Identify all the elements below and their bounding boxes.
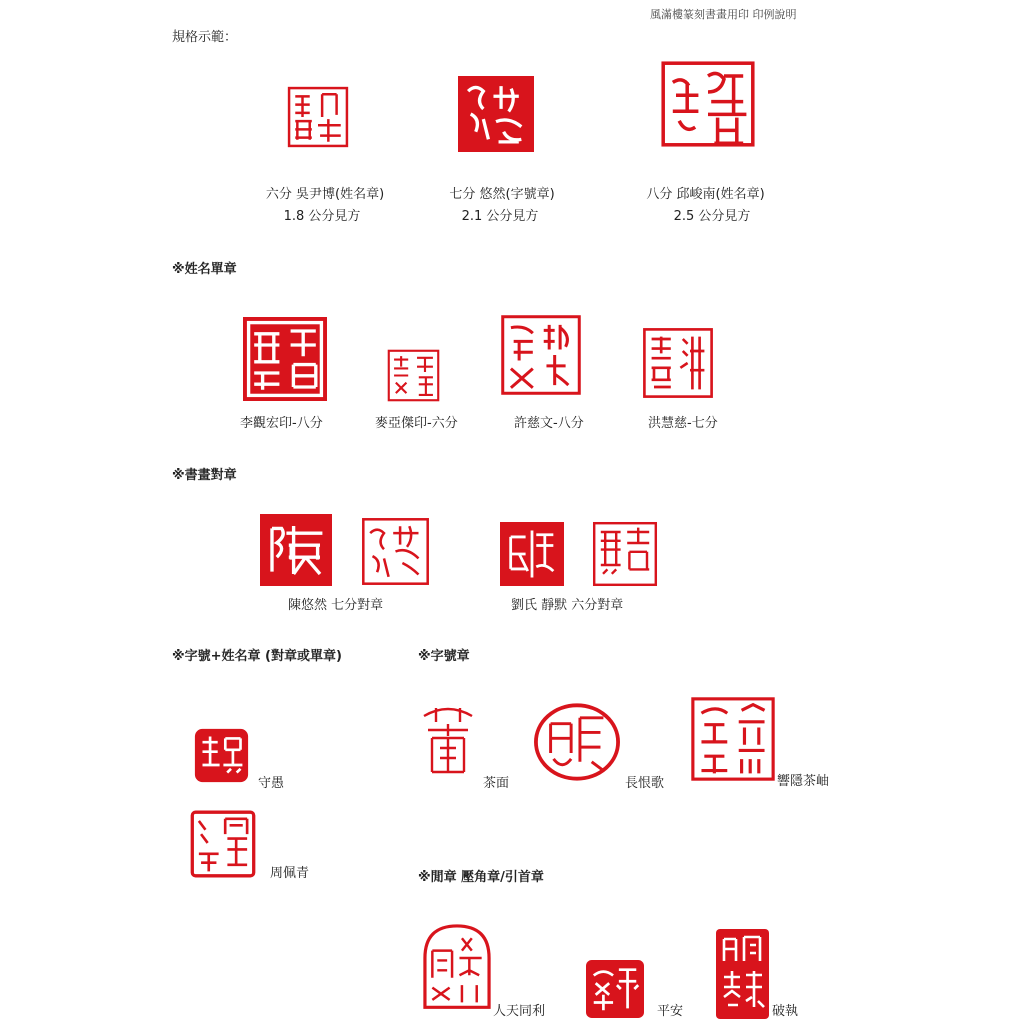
leisure-caption-2: 平安 bbox=[657, 1004, 684, 1019]
single-name-heading: ※姓名單章 bbox=[172, 262, 237, 277]
seal-mai-yajie bbox=[387, 349, 440, 402]
seal-liu-shi bbox=[500, 522, 564, 586]
spec-caption-3: 八分 邱峻南(姓名章) bbox=[646, 187, 765, 202]
spec-size-3: 2.5 公分見方 bbox=[673, 209, 751, 224]
seal-youran-pair bbox=[361, 517, 430, 586]
seal-chen bbox=[260, 514, 332, 586]
style-caption-2: 長恨歌 bbox=[625, 776, 665, 791]
seal-youran bbox=[458, 76, 534, 152]
style-heading: ※字號章 bbox=[418, 649, 470, 664]
seal-xiangyin-chaxiu bbox=[690, 696, 776, 782]
seal-wu-yinbo bbox=[287, 86, 349, 148]
leisure-heading: ※閒章 壓角章/引首章 bbox=[418, 870, 544, 885]
seal-chamian bbox=[418, 702, 478, 777]
seal-changhenge bbox=[533, 703, 621, 781]
single-caption-3: 許慈文-八分 bbox=[514, 416, 584, 431]
page-header-title: 風滿樓篆刻書畫用印 印例說明 bbox=[650, 8, 797, 21]
style-name-caption-1: 守愚 bbox=[258, 776, 285, 791]
seal-qiu-junnan bbox=[660, 60, 756, 148]
style-name-caption-2: 周佩青 bbox=[270, 866, 310, 881]
seal-hong-huici bbox=[642, 327, 714, 399]
pair-caption-1: 陳悠然 七分對章 bbox=[288, 598, 384, 613]
leisure-caption-3: 破執 bbox=[772, 1004, 799, 1019]
spec-caption-1: 六分 吳尹博(姓名章) bbox=[265, 187, 385, 202]
spec-heading: 規格示範： bbox=[172, 30, 238, 45]
pair-heading: ※書畫對章 bbox=[172, 468, 237, 483]
spec-size-1: 1.8 公分見方 bbox=[283, 209, 361, 224]
single-caption-1: 李觀宏印-八分 bbox=[240, 416, 323, 431]
seal-zhou-peiqing bbox=[190, 810, 256, 878]
single-caption-2: 麥亞傑印-六分 bbox=[375, 416, 458, 431]
seal-pozhi bbox=[716, 929, 769, 1019]
style-name-heading: ※字號+姓名章 (對章或單章) bbox=[172, 649, 342, 664]
spec-caption-2: 七分 悠然(字號章) bbox=[449, 187, 555, 202]
seal-jingmo bbox=[592, 521, 658, 587]
seal-shouyu bbox=[193, 727, 250, 784]
leisure-caption-1: 人天同利 bbox=[493, 1004, 546, 1019]
single-caption-4: 洪慧慈-七分 bbox=[648, 416, 718, 431]
seal-rentian-tongli bbox=[420, 921, 494, 1011]
pair-caption-2: 劉氏 靜默 六分對章 bbox=[511, 598, 624, 613]
style-caption-1: 茶面 bbox=[483, 776, 510, 791]
seal-li-guanhong bbox=[243, 317, 327, 401]
spec-size-2: 2.1 公分見方 bbox=[461, 209, 539, 224]
seal-pingan bbox=[586, 960, 644, 1018]
seal-xu-ciwen bbox=[500, 314, 582, 396]
style-caption-3: 響隱茶岫 bbox=[777, 774, 830, 789]
